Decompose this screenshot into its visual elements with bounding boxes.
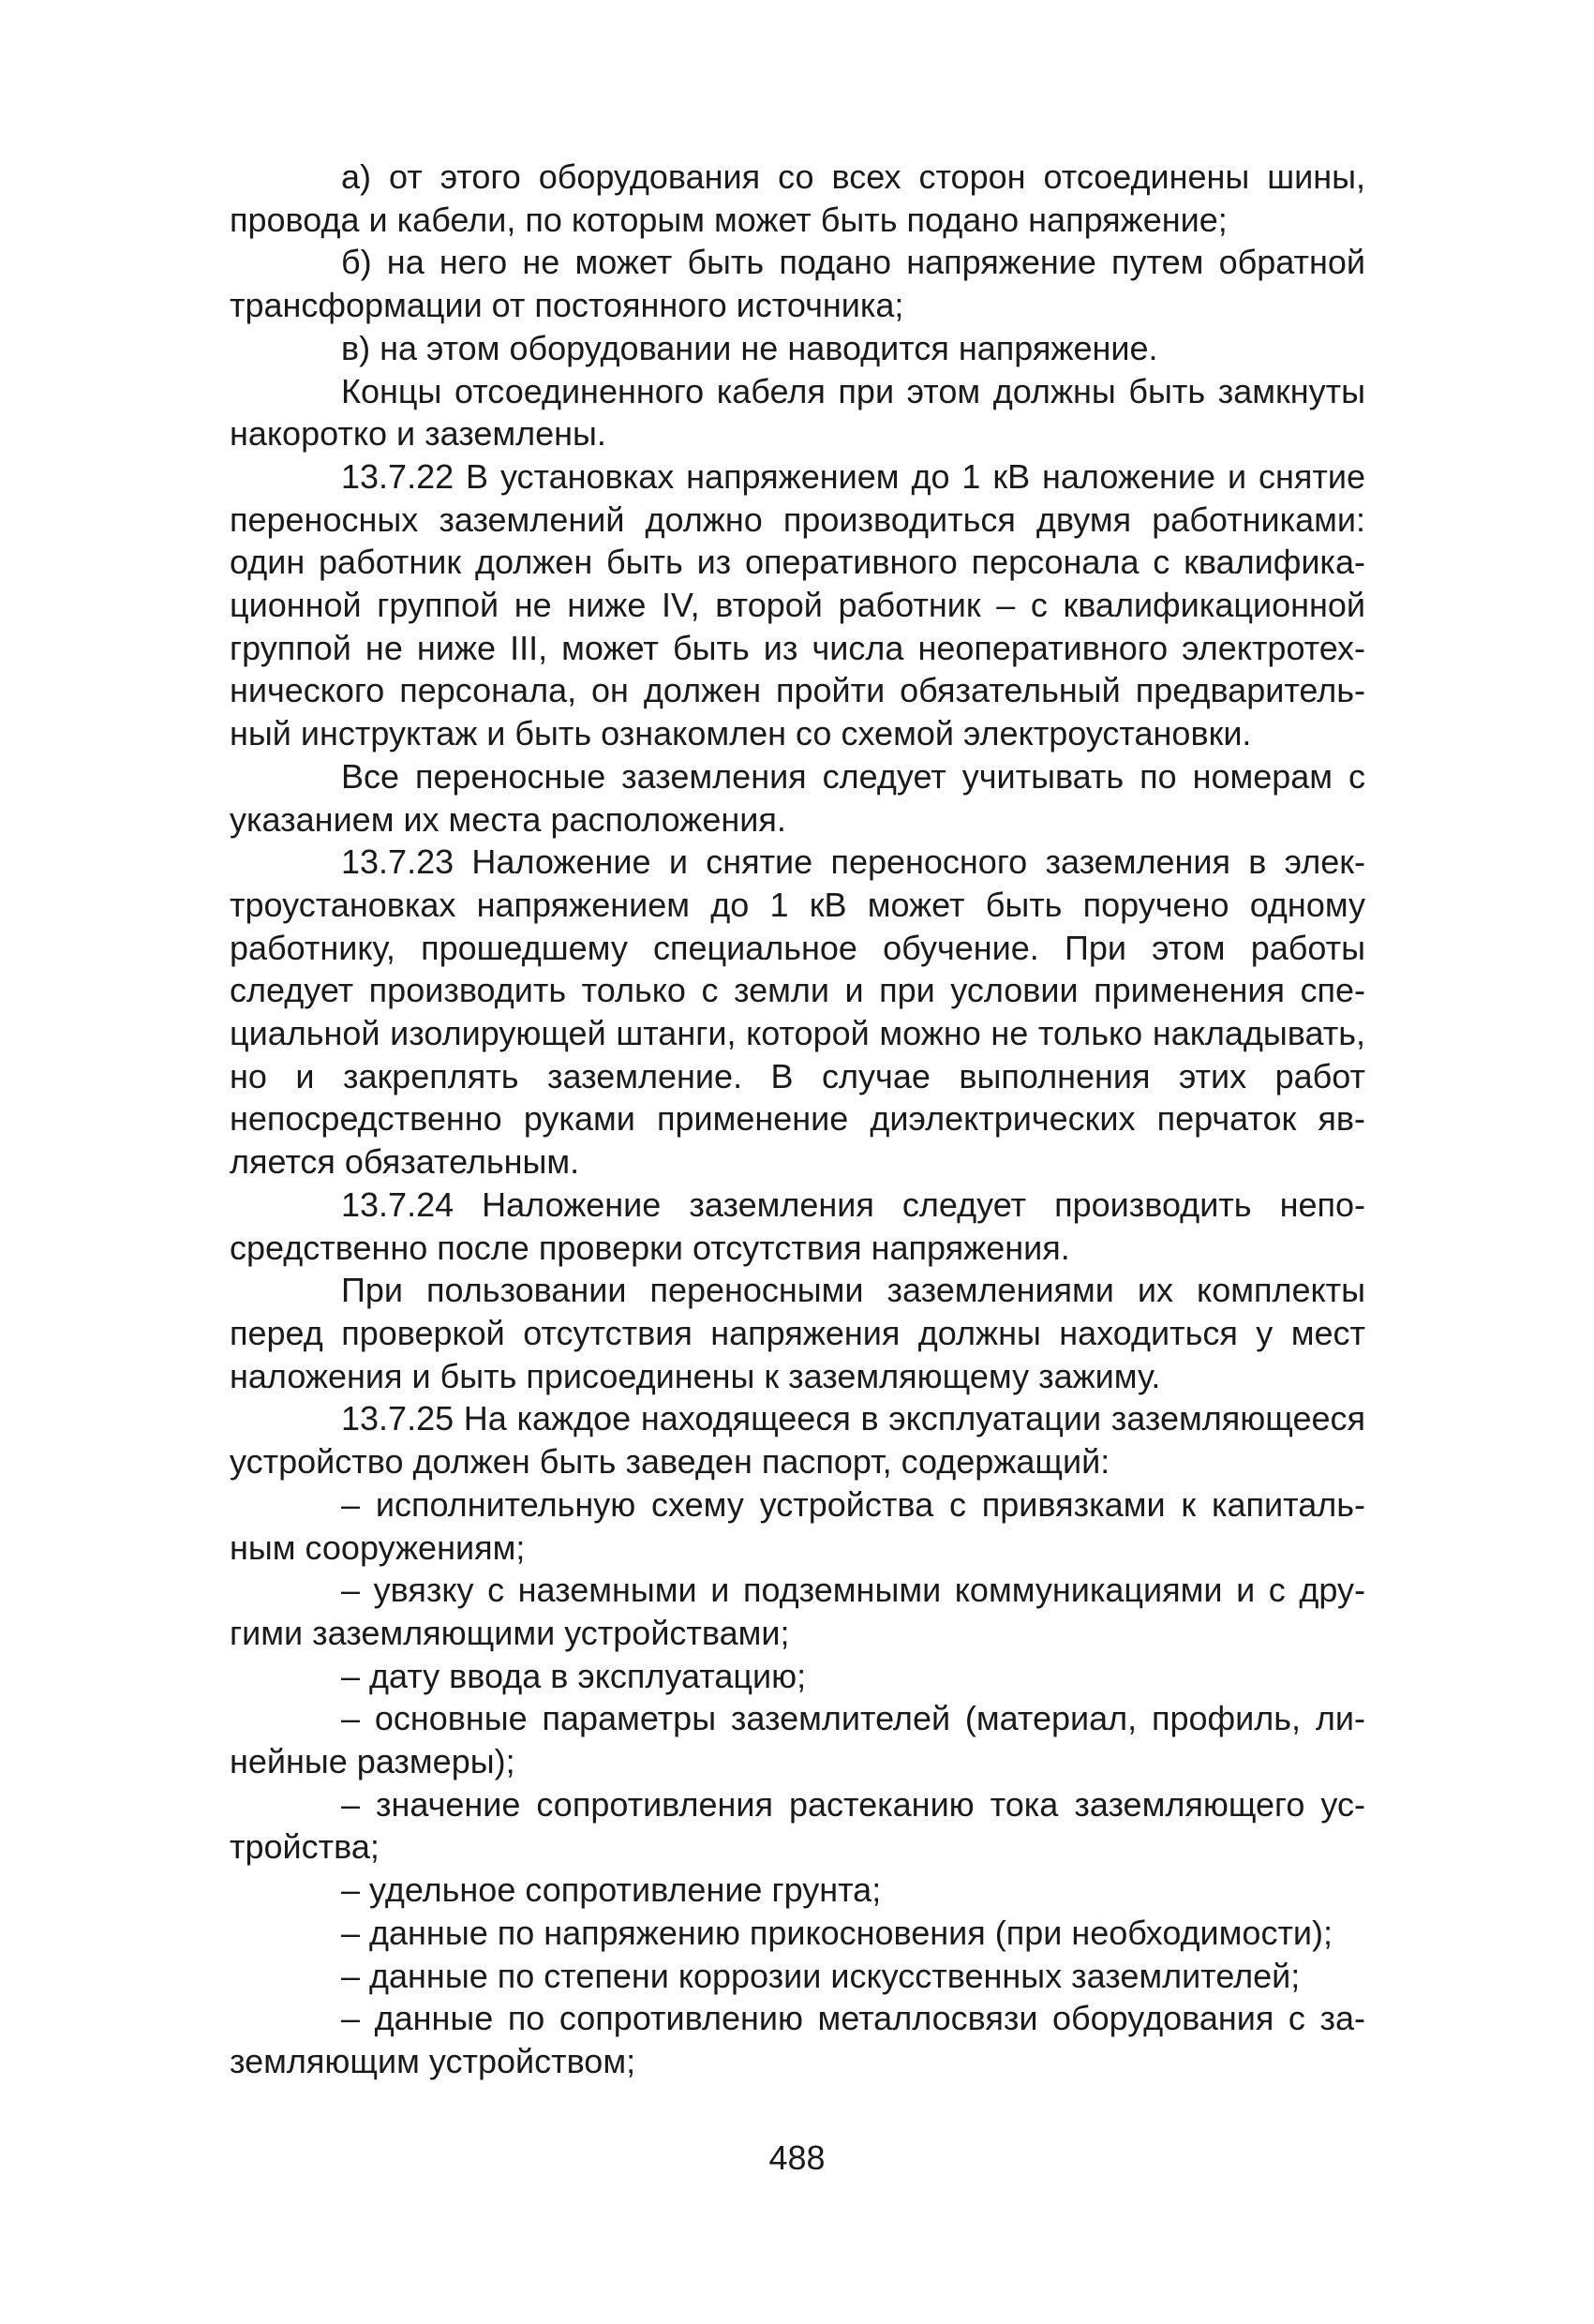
paragraph-13-7-24: 13.7.24 Наложение заземления следует производить непосредственно после проверки отсутствия напряжения. [230,1184,1365,1267]
list-item-metal-bond: – данные по сопротивлению металлосвязи оборудования с заземляющим устройством; [230,1999,1365,2080]
list-item-scheme: – исполнительную схему устройства с привязками к капитальным сооружениям; [230,1484,1365,1567]
list-item-corrosion: – данные по степени коррозии искусственных заземлителей; [341,1956,1301,1995]
paragraph-13-7-22: 13.7.22 В установках напряжением до 1 кВ наложение и снятие переносных заземлений должно производиться двумя работниками: один работник должен быть из оперативного персонала с квалификационной группой не ниже IV, второй работник – с квалификационной группой не ниже III, может быть из числа неоперативного электротехнического персонала, он должен пройти обязательный предварительный инструктаж и быть ознакомлен со схемой электроустановки. [230,456,1365,753]
paragraph-item-v: в) на этом оборудовании не наводится напряжение. [341,328,1158,367]
paragraph-item-b: б) на него не может быть подано напряжение путем обратной трансформации от постоянного источника; [230,243,1365,325]
page-number: 488 [768,2138,826,2177]
list-item-resistance: – значение сопротивления растеканию тока заземляющего устройства; [230,1784,1365,1867]
paragraph-portable-grounding: При пользовании переносными заземлениями их комплекты перед проверкой отсутствия напряжения должны находиться у мест наложения и быть присоединены к заземляющему зажиму. [230,1271,1365,1395]
list-item-soil-resistivity: – удельное сопротивление грунта; [341,1870,882,1910]
paragraph-13-7-25: 13.7.25 На каждое находящееся в эксплуатации заземляющееся устройство должен быть заведен паспорт, содержащий: [230,1399,1365,1482]
paragraph-13-7-23: 13.7.23 Наложение и снятие переносного заземления в электроустановках напряжением до 1 кВ может быть поручено одному работнику, прошедшему специальное обучение. При этом работы следует производить только с земли и при условии применения специальной изолирующей штанги, которой можно не только накладывать, но и закреплять заземление. В случае выполнения этих работ непосредственно руками применение диэлектрических перчаток является обязательным. [230,842,1365,1182]
body-text [230,156,1365,2083]
paragraph-cable-ends: Концы отсоединенного кабеля при этом должны быть замкнуты накоротко и заземлены. [230,371,1365,454]
paragraph-item-a: а) от этого оборудования со всех сторон отсоединены шины, провода и кабели, по которым может быть подано напряжение; [230,157,1365,239]
list-item-communications: – увязку с наземными и подземными коммуникациями и с другими заземляющими устройствами; [230,1571,1365,1652]
list-item-parameters: – основные параметры заземлителей (материал, профиль, линейные размеры); [230,1699,1365,1781]
paragraph-grounding-numbers: Все переносные заземления следует учитывать по номерам с указанием их места расположения. [230,756,1365,839]
list-item-commission-date: – дату ввода в эксплуатацию; [341,1656,807,1695]
list-item-touch-voltage: – данные по напряжению прикосновения (при необходимости); [341,1913,1333,1952]
